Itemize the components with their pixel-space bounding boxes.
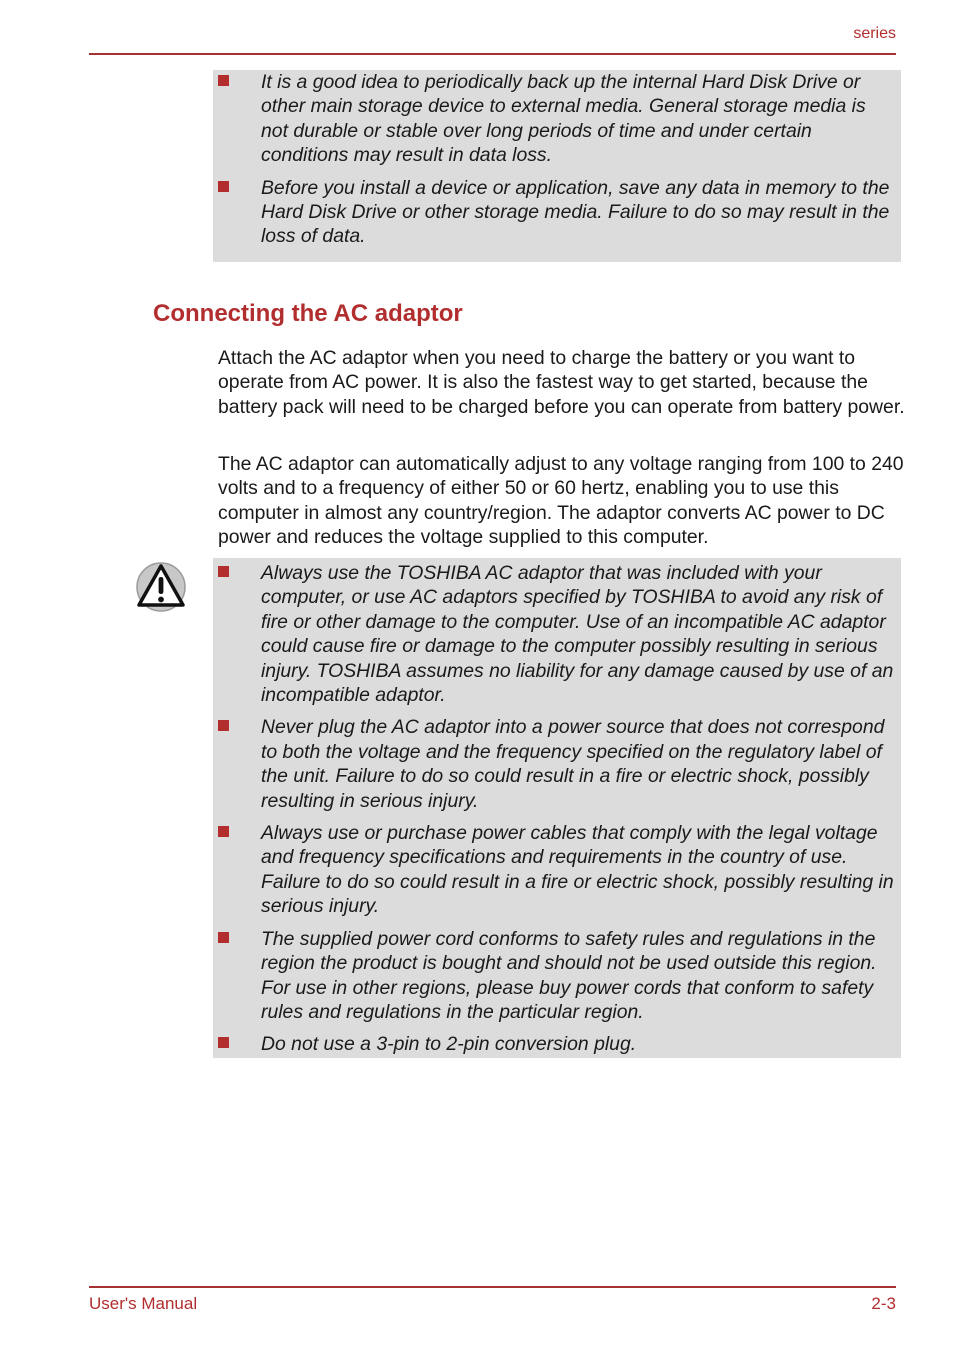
page-number: 2-3 [871, 1294, 896, 1313]
square-bullet-icon [218, 75, 229, 86]
header-rule [89, 53, 896, 55]
warning-item [213, 558, 895, 707]
square-bullet-icon [218, 720, 229, 731]
warning-item [213, 715, 895, 813]
square-bullet-icon [218, 181, 229, 192]
warning-item-text: Always use the TOSHIBA AC adaptor that was included with your computer, or use AC adaptors specified by TOSHIBA to avoid any risk of fire or other damage to the computer. Use of an incompatible AC adaptor could cause fire or damage to the computer possibly resulting in serious injury. TOSHIBA assumes no liability for any damage caused by use of an incompatible adaptor. [261, 562, 894, 707]
square-bullet-icon [218, 566, 229, 577]
warning-item [213, 1032, 895, 1056]
body-paragraph: Attach the AC adaptor when you need to charge the battery or you want to operate from AC power. It is also the fastest way to get started, because the battery pack will need to be charged before you can operate from battery power. [218, 347, 905, 418]
warning-box-ac-adaptor [213, 558, 901, 1058]
warning-item-text: Always use or purchase power cables that comply with the legal voltage and frequency specifications and requirements in the country of use. Failure to do so could result in a fire or electric shock, possibly resulting in serious injury. [261, 822, 894, 918]
note-item [213, 70, 895, 168]
header-label: series [853, 25, 896, 42]
warning-item [213, 927, 895, 1025]
warning-triangle-icon [135, 561, 187, 613]
warning-item-text: Never plug the AC adaptor into a power source that does not correspond to both the voltage and the frequency specified on the regulatory label of the unit. Failure to do so could result in a fire or electric shock, possibly resulting in serious injury. [261, 716, 885, 812]
square-bullet-icon [218, 932, 229, 943]
square-bullet-icon [218, 1037, 229, 1048]
square-bullet-icon [218, 826, 229, 837]
note-item [213, 176, 895, 249]
warning-item-text: The supplied power cord conforms to safety rules and regulations in the region the product is bought and should not be used outside this region. For use in other regions, please buy power cords that conform to safety rules and regulations in the particular region. [261, 927, 877, 1023]
footer-manual-label: User's Manual [89, 1294, 198, 1313]
section-title: Connecting the AC adaptor [153, 300, 463, 327]
body-paragraph: The AC adaptor can automatically adjust to any voltage ranging from 100 to 240 volts and to a frequency of either 50 or 60 hertz, enabling you to use this computer in almost any country/region. The adaptor converts AC power to DC power and reduces the voltage supplied to this computer. [218, 453, 904, 549]
note-box-backup [213, 70, 901, 262]
warning-item [213, 821, 895, 919]
footer-rule [89, 1286, 896, 1288]
warning-item-text: Do not use a 3-pin to 2-pin conversion plug. [261, 1033, 637, 1056]
note-item-text: It is a good idea to periodically back up the internal Hard Disk Drive or other main storage device to external media. General storage media is not durable or stable over long periods of time and under certain conditions may result in data loss. [261, 71, 866, 167]
note-item-text: Before you install a device or application, save any data in memory to the Hard Disk Drive or other storage media. Failure to do so may result in the loss of data. [261, 176, 890, 248]
